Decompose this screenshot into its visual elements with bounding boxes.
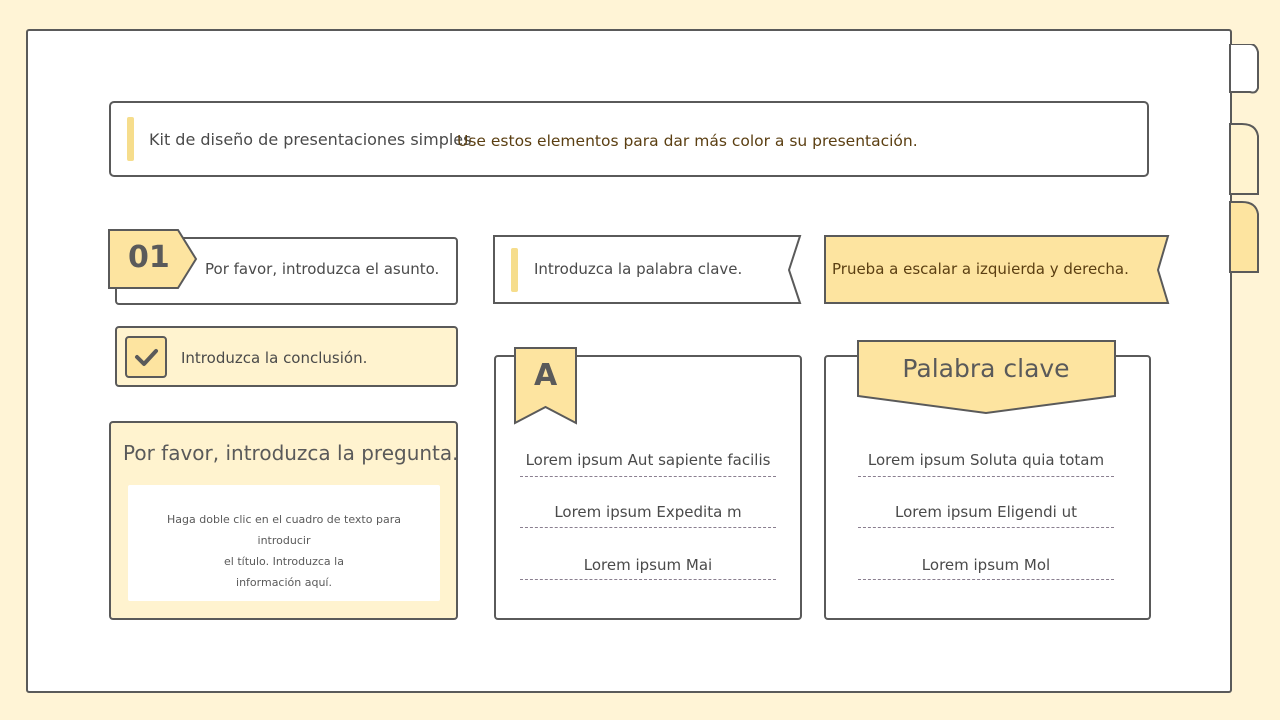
subject-label: Por favor, introduzca el asunto. xyxy=(205,260,440,278)
list-b-divider xyxy=(858,476,1114,477)
question-title: Por favor, introduzca la pregunta. xyxy=(123,441,459,465)
check-icon xyxy=(125,336,167,378)
list-a-item: Lorem ipsum Expedita m xyxy=(554,503,742,521)
list-b-item: Lorem ipsum Eligendi ut xyxy=(894,503,1078,521)
header-accent-bar xyxy=(127,117,134,161)
keyword-label: Introduzca la palabra clave. xyxy=(534,260,743,278)
question-body: Haga doble clic en el cuadro de texto para introducir el título. Introduzca la información aquí. xyxy=(167,513,401,589)
list-a-divider xyxy=(520,527,776,528)
list-b-item: Lorem ipsum Mol xyxy=(921,556,1051,574)
scale-label: Prueba a escalar a izquierda y derecha. xyxy=(832,260,1129,278)
list-b-item: Lorem ipsum Soluta quia totam xyxy=(867,451,1105,469)
list-b-divider xyxy=(858,527,1114,528)
header-subtitle: Use estos elementos para dar más color a su presentación. xyxy=(457,132,918,150)
list-a-divider xyxy=(520,579,776,580)
conclusion-label: Introduzca la conclusión. xyxy=(181,349,368,367)
header-banner xyxy=(109,101,1149,177)
folder-tabs-decoration xyxy=(1228,44,1262,280)
list-a-badge: A xyxy=(534,358,558,393)
keyword-accent-bar xyxy=(511,248,518,292)
list-a-item: Lorem ipsum Mai xyxy=(583,556,713,574)
header-title: Kit de diseño de presentaciones simples xyxy=(149,130,472,149)
list-a-divider xyxy=(520,476,776,477)
list-a-item: Lorem ipsum Aut sapiente facilis xyxy=(525,451,771,469)
subject-number: 01 xyxy=(128,240,170,275)
list-b-tag: Palabra clave xyxy=(902,354,1070,383)
list-b-divider xyxy=(858,579,1114,580)
